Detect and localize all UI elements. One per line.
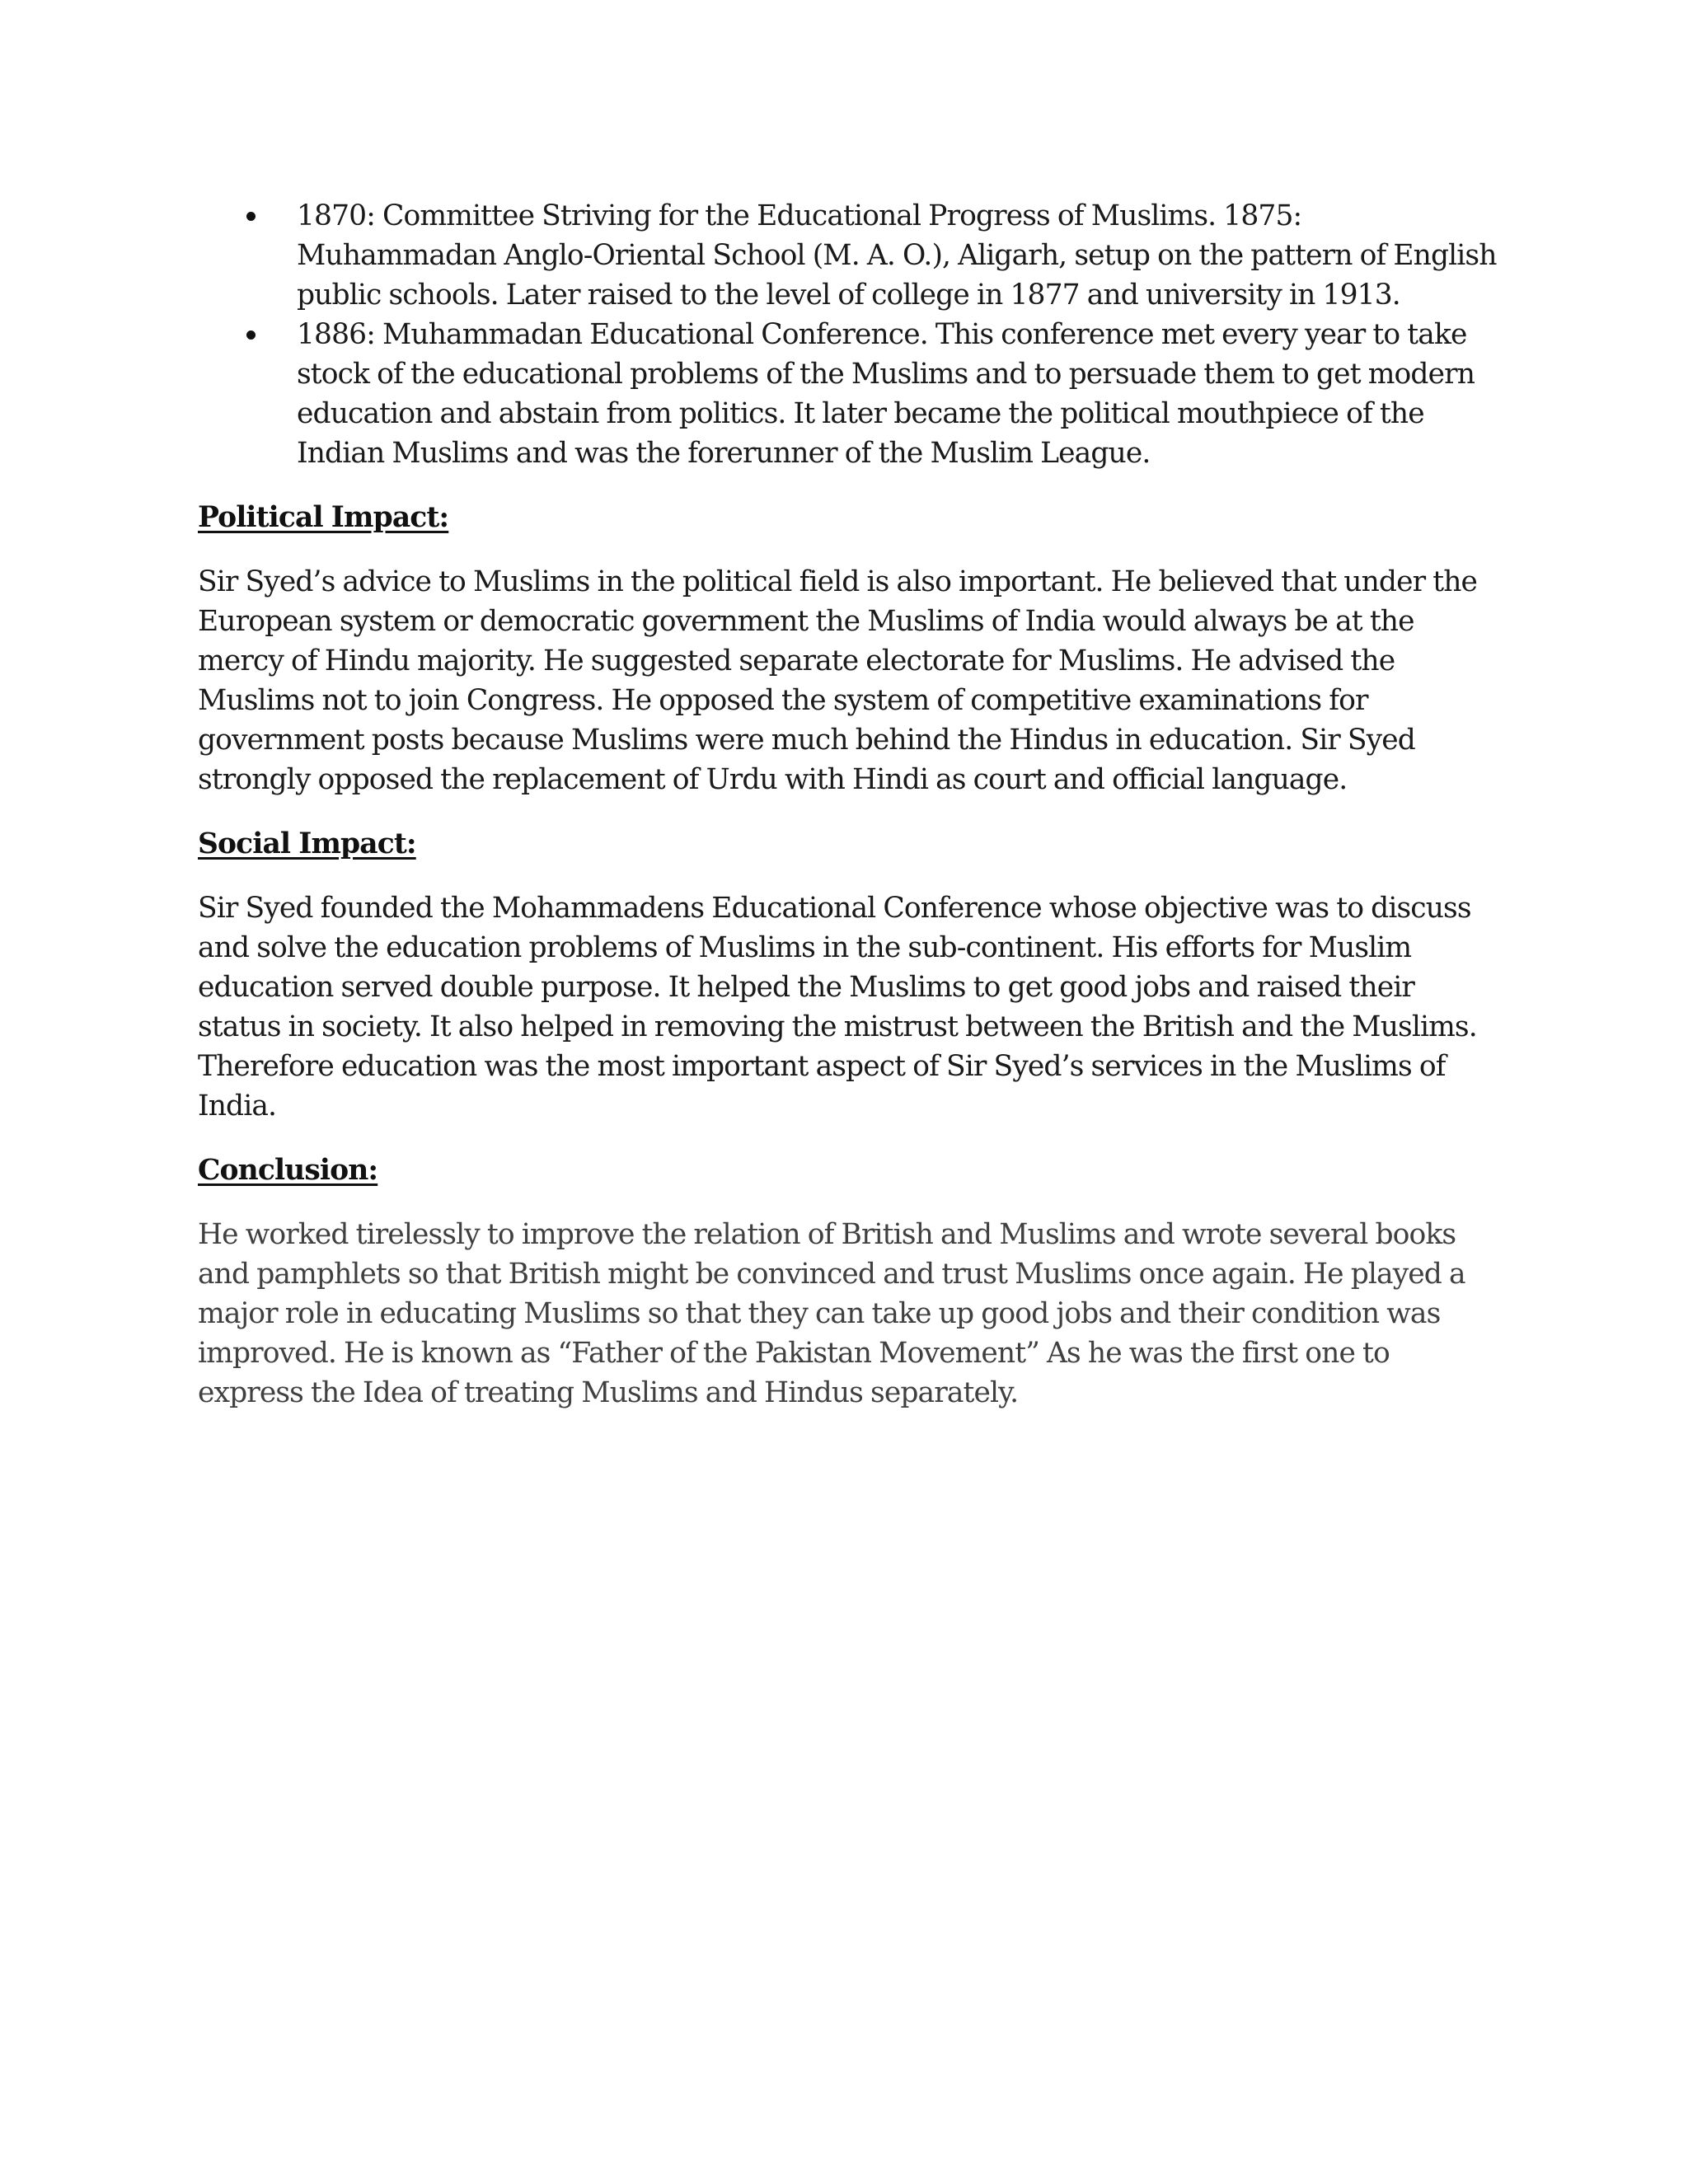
political-impact-paragraph: Sir Syed’s advice to Muslims in the political field is also important. He believed that under the European system or democratic government the Muslims of India would always be at the mercy of Hindu majority. He suggested separate electorate for Muslims. He advised the Muslims not to join Congress. He opposed the system of competitive examinations for government posts because Muslims were much behind the Hindus in education. Sir Syed strongly opposed the replacement of Urdu with Hindi as court and official language. <box>198 565 1478 796</box>
bullet-item <box>198 196 1500 315</box>
bullet-list <box>198 196 1500 473</box>
bullet-item <box>198 315 1500 473</box>
bullet-text: 1870: Committee Striving for the Educational Progress of Muslims. 1875: Muhammadan Anglo-Oriental School (M. A. O.), Aligarh, setup on the pattern of English public schools. Later raised to the level of college in 1877 and university in 1913. <box>297 199 1497 312</box>
bullet-icon <box>246 212 256 221</box>
political-impact-heading: Political Impact: <box>198 501 449 534</box>
social-impact-heading: Social Impact: <box>198 827 416 860</box>
bullet-icon <box>246 330 256 340</box>
document-content <box>198 196 1500 1413</box>
conclusion-paragraph: He worked tirelessly to improve the relation of British and Muslims and wrote several books and pamphlets so that British might be convinced and trust Muslims once again. He played a major role in educating Muslims so that they can take up good jobs and their condition was improved. He is known as “Father of the Pakistan Movement” As he was the first one to express the Idea of treating Muslims and Hindus separately. <box>198 1218 1465 1409</box>
social-impact-paragraph: Sir Syed founded the Mohammadens Educational Conference whose objective was to discuss and solve the education problems of Muslims in the sub-continent. His efforts for Muslim education served double purpose. It helped the Muslims to get good jobs and raised their status in society. It also helped in removing the mistrust between the British and the Muslims. Therefore education was the most important aspect of Sir Syed’s services in the Muslims of India. <box>198 892 1477 1122</box>
bullet-text: 1886: Muhammadan Educational Conference. This conference met every year to take stock of the educational problems of the Muslims and to persuade them to get modern education and abstain from politics. It later became the political mouthpiece of the Indian Muslims and was the forerunner of the Muslim League. <box>297 318 1475 470</box>
conclusion-heading: Conclusion: <box>198 1154 378 1187</box>
